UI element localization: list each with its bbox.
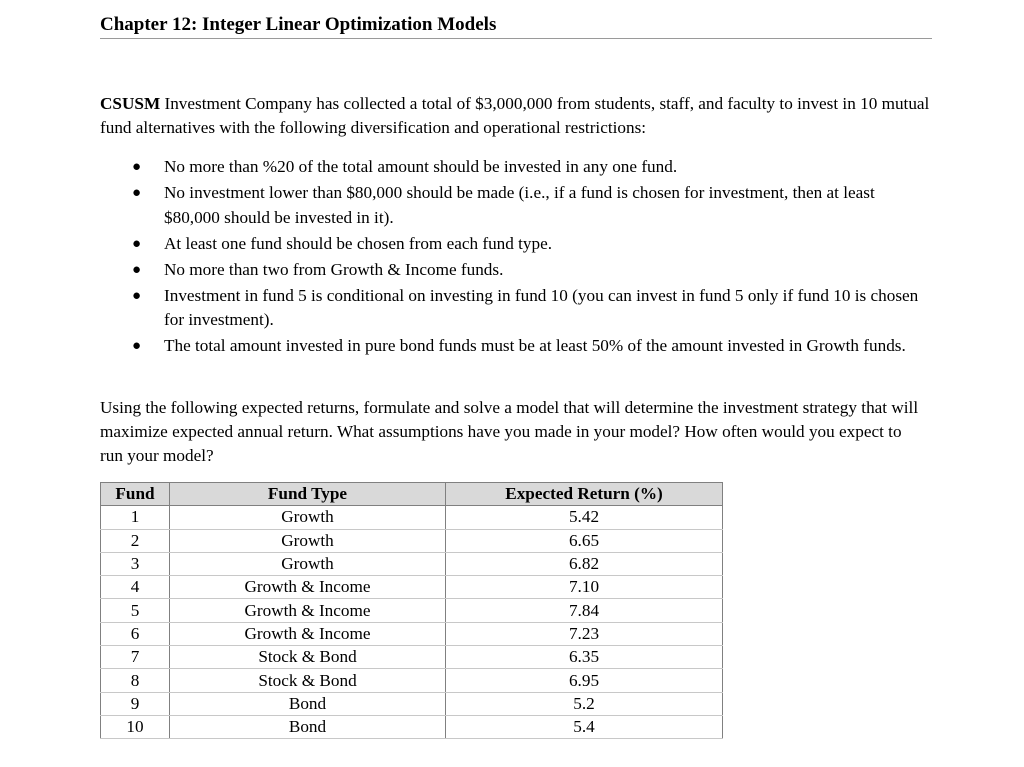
table-row <box>101 692 723 715</box>
table-row <box>101 529 723 552</box>
fund-number-cell: 10 <box>101 715 170 738</box>
fund-type-cell: Bond <box>170 715 446 738</box>
restriction-text: The total amount invested in pure bond funds must be at least 50% of the amount invested in Growth funds. <box>164 336 906 355</box>
expected-return-cell: 6.65 <box>446 529 723 552</box>
fund-number-cell: 1 <box>101 506 170 529</box>
table-row <box>101 506 723 529</box>
header-divider <box>100 38 932 39</box>
list-item <box>100 258 934 283</box>
fund-type-cell: Growth & Income <box>170 622 446 645</box>
expected-return-cell: 7.10 <box>446 576 723 599</box>
fund-number-cell: 3 <box>101 552 170 575</box>
bullet-icon: ● <box>132 261 142 278</box>
expected-return-cell: 6.82 <box>446 552 723 575</box>
list-item <box>100 334 934 359</box>
expected-return-cell: 7.84 <box>446 599 723 622</box>
fund-type-cell: Growth <box>170 529 446 552</box>
column-header-expected-return: Expected Return (%) <box>446 483 723 506</box>
restriction-text: At least one fund should be chosen from each fund type. <box>164 233 553 253</box>
restriction-text: No more than %20 of the total amount should be invested in any one fund. <box>164 157 678 176</box>
fund-type-cell: Growth <box>170 552 446 575</box>
expected-return-cell: 5.4 <box>446 715 723 738</box>
fund-type-cell: Growth & Income <box>170 599 446 622</box>
bullet-icon: ● <box>132 159 142 175</box>
expected-return-cell: 5.42 <box>446 506 723 529</box>
fund-number-cell: 5 <box>101 599 170 622</box>
table-row <box>101 646 723 669</box>
table-header-row <box>101 483 723 506</box>
expected-return-cell: 7.23 <box>446 622 723 645</box>
bullet-icon: ● <box>132 235 142 252</box>
fund-type-cell: Growth <box>170 506 446 529</box>
expected-return-cell: 6.35 <box>446 646 723 669</box>
expected-return-cell: 6.95 <box>446 669 723 692</box>
expected-return-cell: 5.2 <box>446 692 723 715</box>
fund-type-cell: Stock & Bond <box>170 669 446 692</box>
restriction-text: No investment lower than $80,000 should be made (i.e., if a fund is chosen for investment, then at least $80,000 should be invested in it). <box>164 183 875 227</box>
fund-number-cell: 8 <box>101 669 170 692</box>
fund-number-cell: 9 <box>101 692 170 715</box>
bullet-icon: ● <box>132 338 142 354</box>
column-header-fund: Fund <box>101 483 170 506</box>
column-header-fund-type: Fund Type <box>170 483 446 506</box>
table-row <box>101 669 723 692</box>
restrictions-list <box>100 155 960 360</box>
fund-number-cell: 6 <box>101 622 170 645</box>
fund-table <box>100 482 723 739</box>
chapter-title: Chapter 12: Integer Linear Optimization Models <box>100 14 497 35</box>
list-item <box>100 181 934 230</box>
fund-number-cell: 7 <box>101 646 170 669</box>
fund-number-cell: 4 <box>101 576 170 599</box>
restriction-text: Investment in fund 5 is conditional on investing in fund 10 (you can invest in fund 5 only if fund 10 is chosen for investment). <box>164 285 919 329</box>
table-row <box>101 715 723 738</box>
fund-number-cell: 2 <box>101 529 170 552</box>
list-item <box>100 155 934 180</box>
fund-type-cell: Growth & Income <box>170 576 446 599</box>
table-row <box>101 622 723 645</box>
intro-text: Investment Company has collected a total of $3,000,000 from students, staff, and faculty to invest in 10 mutual fund alternatives with the following diversification and operational restrictions: <box>100 94 930 137</box>
intro-paragraph <box>100 92 940 140</box>
table-row <box>101 552 723 575</box>
bullet-icon: ● <box>132 287 142 304</box>
question-paragraph: Using the following expected returns, formulate and solve a model that will determine the investment strategy that will maximize expected annual return. What assumptions have you made in your model? How often would you expect to run your model? <box>100 398 919 465</box>
company-name: CSUSM <box>100 94 161 113</box>
list-item <box>100 232 934 257</box>
table-row <box>101 599 723 622</box>
restriction-text: No more than two from Growth & Income funds. <box>164 259 504 279</box>
table-row <box>101 576 723 599</box>
fund-type-cell: Stock & Bond <box>170 646 446 669</box>
bullet-icon: ● <box>132 185 142 201</box>
fund-type-cell: Bond <box>170 692 446 715</box>
list-item <box>100 284 934 333</box>
